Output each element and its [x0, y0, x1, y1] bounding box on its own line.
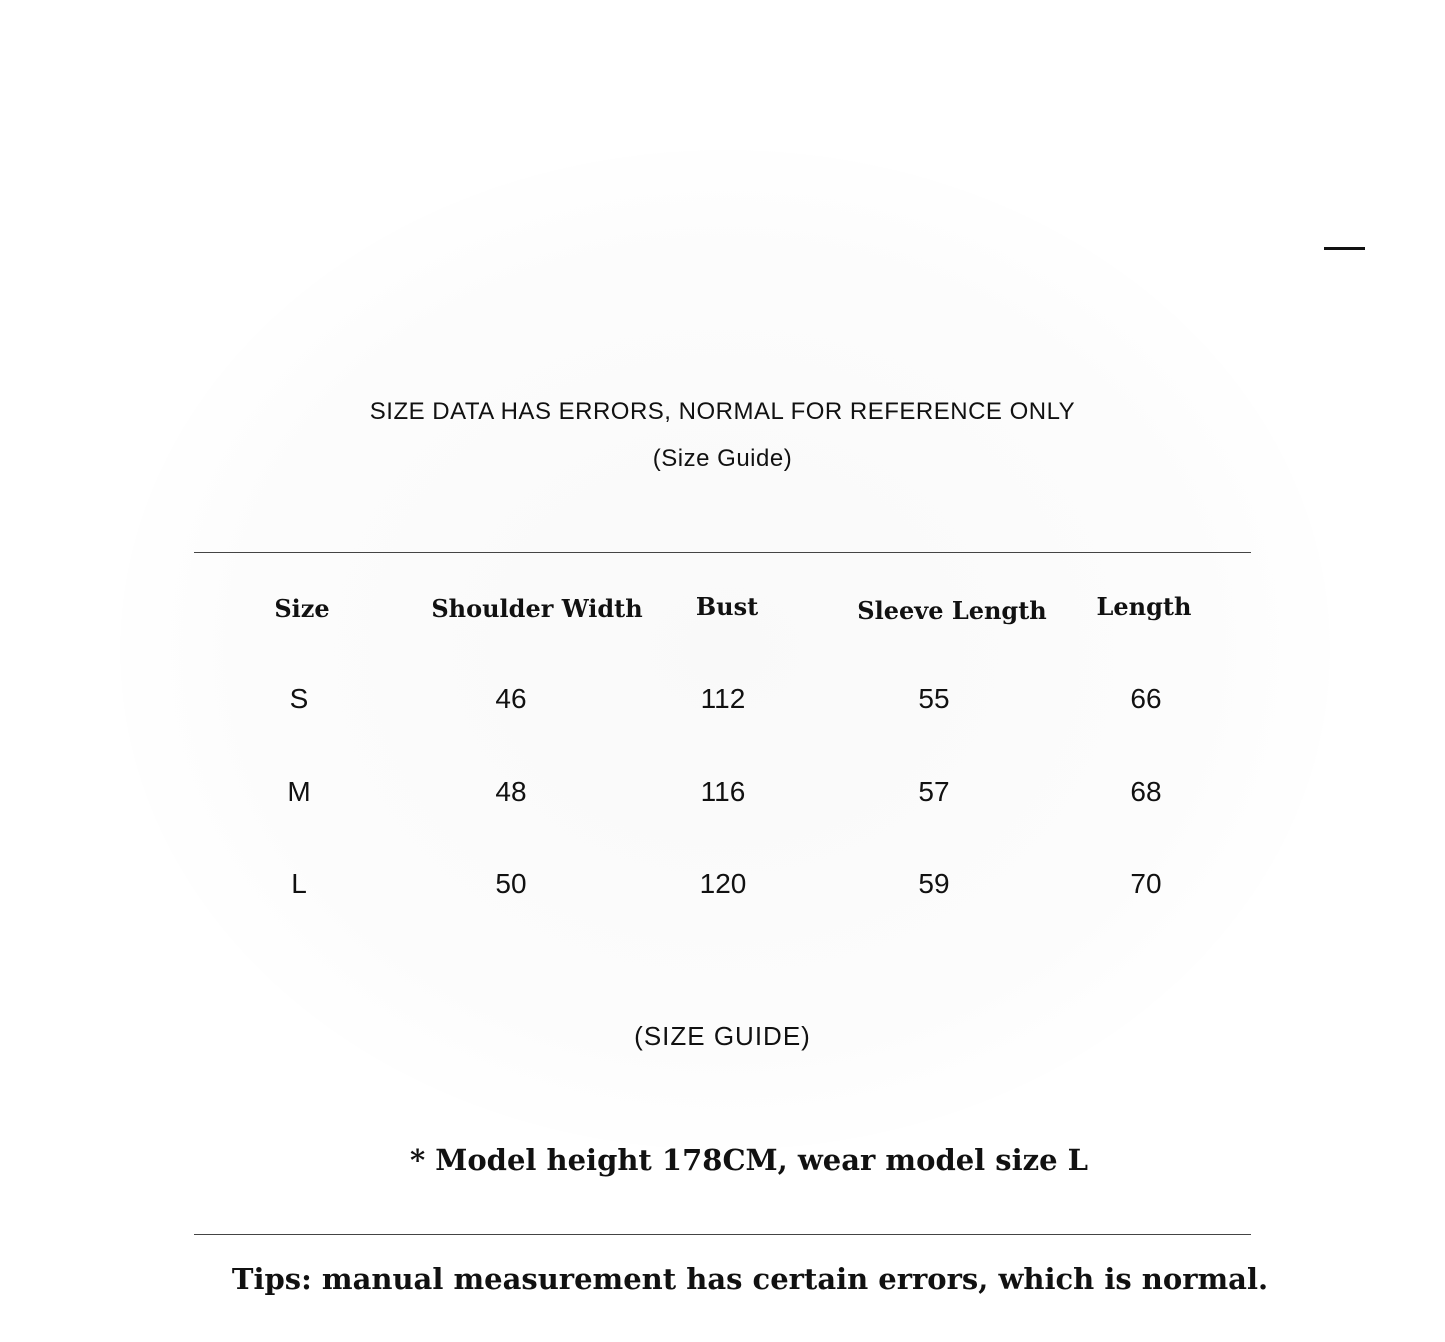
- cell-bust: 120: [699, 868, 747, 899]
- dash-mark: [1324, 247, 1365, 250]
- cell-bust: 116: [700, 776, 746, 807]
- cell-length: 68: [1130, 776, 1162, 807]
- cell-shoulder-width: 48: [495, 776, 527, 807]
- cell-sleeve-length: 59: [918, 868, 950, 899]
- cell-size: M: [287, 776, 311, 807]
- cell-bust: 112: [700, 683, 746, 714]
- cell-size: L: [291, 868, 307, 899]
- tips-text: Tips: manual measurement has certain errors, which is normal.: [231, 1262, 1269, 1296]
- bottom-divider: [194, 1234, 1251, 1235]
- cell-size: S: [289, 683, 309, 714]
- cell-shoulder-width: 46: [495, 683, 527, 714]
- top-divider: [194, 552, 1251, 553]
- cell-shoulder-width: 50: [495, 868, 527, 899]
- column-header-size: Size: [274, 594, 330, 623]
- cell-length: 70: [1130, 868, 1162, 899]
- background-glow: [120, 150, 1330, 1150]
- cell-sleeve-length: 57: [918, 776, 950, 807]
- column-header-bust: Bust: [695, 592, 759, 621]
- page-subtitle: (Size Guide): [652, 445, 793, 472]
- column-header-length: Length: [1096, 592, 1192, 621]
- model-note: * Model height 178CM, wear model size L: [409, 1143, 1089, 1177]
- size-guide-label: (SIZE GUIDE): [634, 1021, 811, 1051]
- page-title: SIZE DATA HAS ERRORS, NORMAL FOR REFERENCE ONLY: [369, 398, 1076, 425]
- column-header-sleeve-length: Sleeve Length: [857, 596, 1047, 625]
- column-header-shoulder-width: Shoulder Width: [431, 594, 643, 623]
- cell-sleeve-length: 55: [918, 683, 950, 714]
- cell-length: 66: [1130, 683, 1162, 714]
